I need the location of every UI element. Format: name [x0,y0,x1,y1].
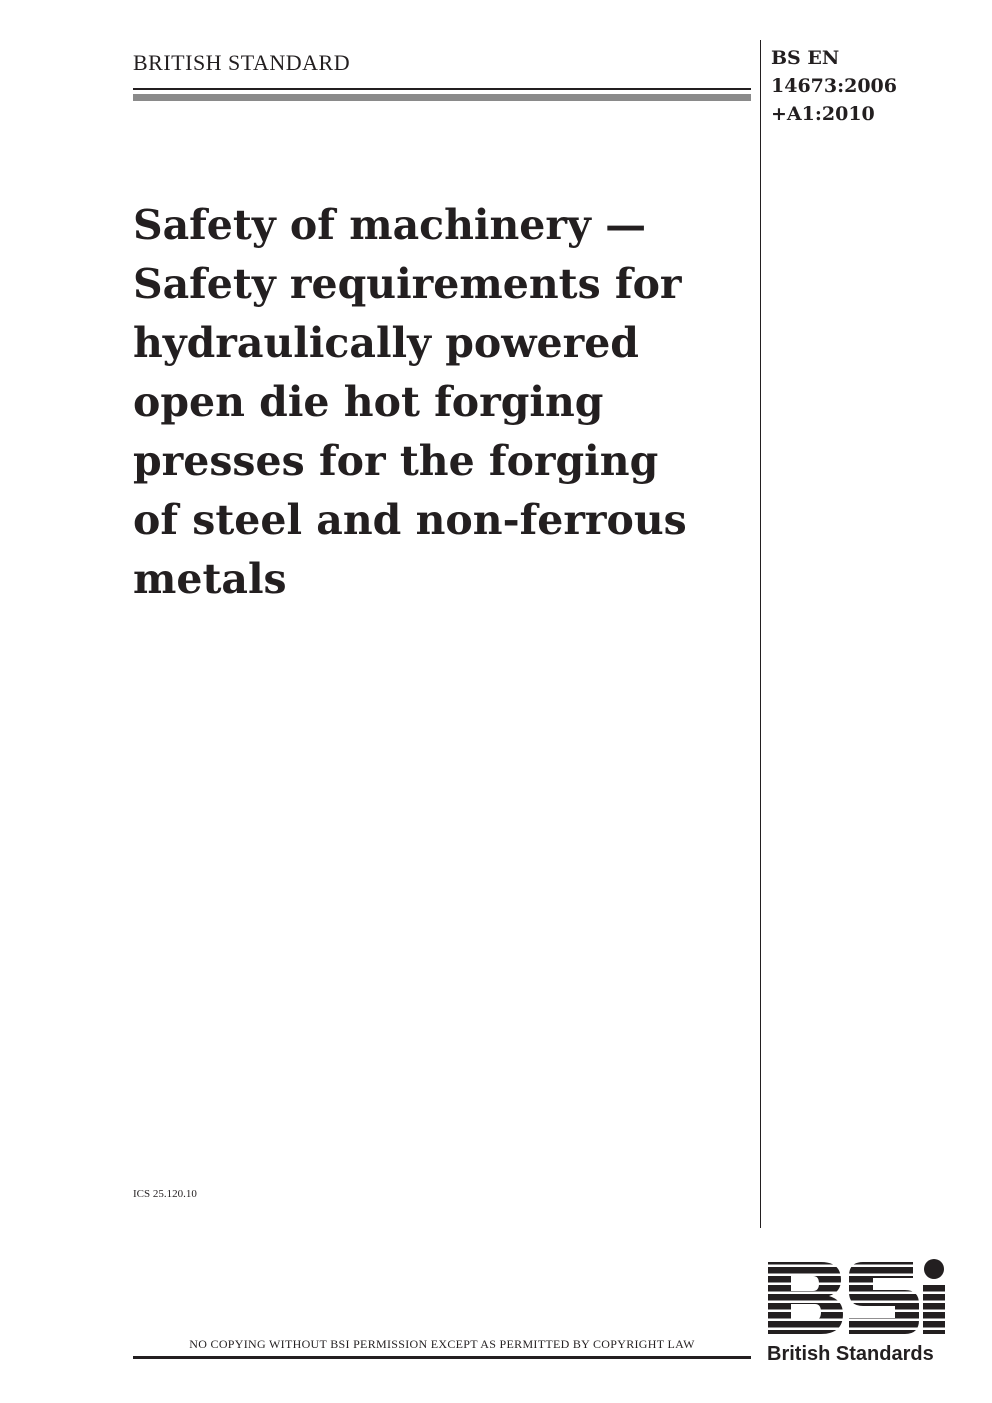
title-line: Safety of machinery — [133,201,647,249]
standard-number [771,44,897,128]
standard-number-line: 14673:2006 [771,75,897,97]
standard-number-line: BS EN [771,47,840,69]
title-line: presses for the forging [133,437,659,485]
header-rule-thick [133,94,751,101]
ics-code: ICS 25.120.10 [133,1188,197,1200]
header-rule-thin [133,88,751,90]
title-line: of steel and non-ferrous [133,496,687,544]
brand-name: British Standards [767,1343,934,1365]
document-title [133,196,753,609]
copyright-notice: NO COPYING WITHOUT BSI PERMISSION EXCEPT AS PERMITTED BY COPYRIGHT LAW [189,1337,695,1351]
title-line: Safety requirements for [133,260,682,308]
title-line: metals [133,555,287,603]
vertical-divider [760,40,761,1228]
footer-rule [133,1356,751,1359]
series-label: BRITISH STANDARD [133,50,351,75]
standard-number-line: +A1:2010 [771,103,875,125]
title-line: hydraulically powered [133,319,639,367]
title-line: open die hot forging [133,378,604,426]
